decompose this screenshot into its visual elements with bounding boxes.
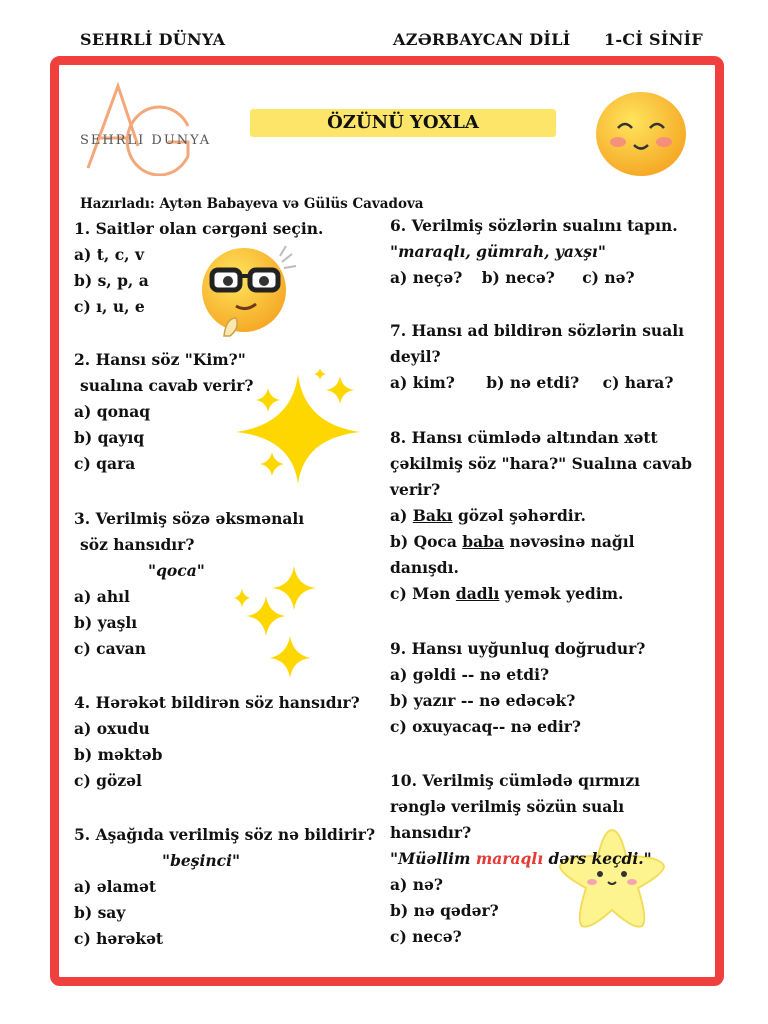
option-7a[interactable]: a) kim? [390,373,455,392]
question-2: 2. Hansı söz "Kim?" sualına cavab verir? a) qonaq b) qayıq c) qara [74,347,253,477]
credit-line: Hazırladı: Aytən Babayeva və Gülüs Cavadova [80,196,424,212]
option-9c[interactable]: c) oxuyacaq-- nə edir? [390,717,582,736]
option-3b[interactable]: b) yaşlı [74,613,138,632]
option-8c[interactable]: c) Mən dadlı yemək yedim. [390,584,624,603]
question-8: 8. Hansı cümlədə altından xətt çəkilmiş söz "hara?" Sualına cavab verir? a) Bakı gözəl şəhərdir. b) Qoca baba nəvəsinə nağıl danışdı. c) Mən dadlı yemək yedim. [390,425,692,607]
logo-text: SEHRLI DUNYA [80,133,210,148]
header-left: SEHRLİ DÜNYA [80,30,226,49]
option-9a[interactable]: a) gəldi -- nə etdi? [390,665,550,684]
option-6c[interactable]: c) nə? [582,268,635,287]
option-2b[interactable]: b) qayıq [74,428,145,447]
option-10b[interactable]: b) nə qədər? [390,901,499,920]
option-10a[interactable]: a) nə? [390,875,443,894]
question-10: 10. Verilmiş cümlədə qırmızı rənglə verilmiş sözün sualı hansıdır? "Müəllim maraqlı dərs keçdi." a) nə? b) nə qədər? c) necə? [390,768,652,950]
question-4: 4. Hərəkət bildirən söz hansıdır? a) oxudu b) məktəb c) gözəl [74,690,360,794]
option-3a[interactable]: a) ahıl [74,587,130,606]
option-1c[interactable]: c) ı, u, e [74,297,145,316]
option-5a[interactable]: a) əlamət [74,877,156,896]
page-title: ÖZÜNÜ YOXLA [250,109,556,137]
header-right: 1-Cİ SİNİF [604,30,704,49]
option-7b[interactable]: b) nə etdi? [486,373,580,392]
option-1a[interactable]: a) t, c, v [74,245,144,264]
option-1b[interactable]: b) s, p, a [74,271,149,290]
question-7: 7. Hansı ad bildirən sözlərin sualı deyil? a) kim? b) nə etdi? c) hara? [390,321,685,392]
option-8a[interactable]: a) Bakı gözəl şəhərdir. [390,506,586,525]
option-5c[interactable]: c) hərəkət [74,929,164,948]
option-5b[interactable]: b) say [74,903,126,922]
sentence-10: "Müəllim maraqlı dərs keçdi." [390,849,652,868]
option-8b[interactable]: b) Qoca baba nəvəsinə nağıl [390,532,635,551]
option-6b[interactable]: b) necə? [481,268,555,287]
header-center: AZƏRBAYCAN DİLİ [393,30,571,49]
option-4b[interactable]: b) məktəb [74,745,163,764]
option-4c[interactable]: c) gözəl [74,771,142,790]
smiley-face-icon [594,90,688,178]
logo [60,76,210,176]
option-10c[interactable]: c) necə? [390,927,462,946]
question-9: 9. Hansı uyğunluq doğrudur? a) gəldi -- nə etdi? b) yazır -- nə edəcək? c) oxuyacaq-- nə edir? [390,636,645,740]
question-5: 5. Aşağıda verilmiş söz nə bildirir? "beşinci" a) əlamət b) say c) hərəkət [74,822,375,952]
option-6a[interactable]: a) neçə? [390,268,463,287]
question-1: 1. Saitlər olan cərgəni seçin. a) t, c, v b) s, p, a c) ı, u, e [74,216,323,320]
option-2c[interactable]: c) qara [74,454,136,473]
option-3c[interactable]: c) cavan [74,639,146,658]
question-6: 6. Verilmiş sözlərin sualını tapın. "maraqlı, gümrah, yaxşı" a) neçə? b) necə? c) nə? [390,216,678,287]
option-2a[interactable]: a) qonaq [74,402,151,421]
option-4a[interactable]: a) oxudu [74,719,150,738]
option-9b[interactable]: b) yazır -- nə edəcək? [390,691,576,710]
question-3: 3. Verilmiş sözə əksmənalı söz hansıdır? "qoca" a) ahıl b) yaşlı c) cavan [74,506,304,662]
option-7c[interactable]: c) hara? [602,373,674,392]
